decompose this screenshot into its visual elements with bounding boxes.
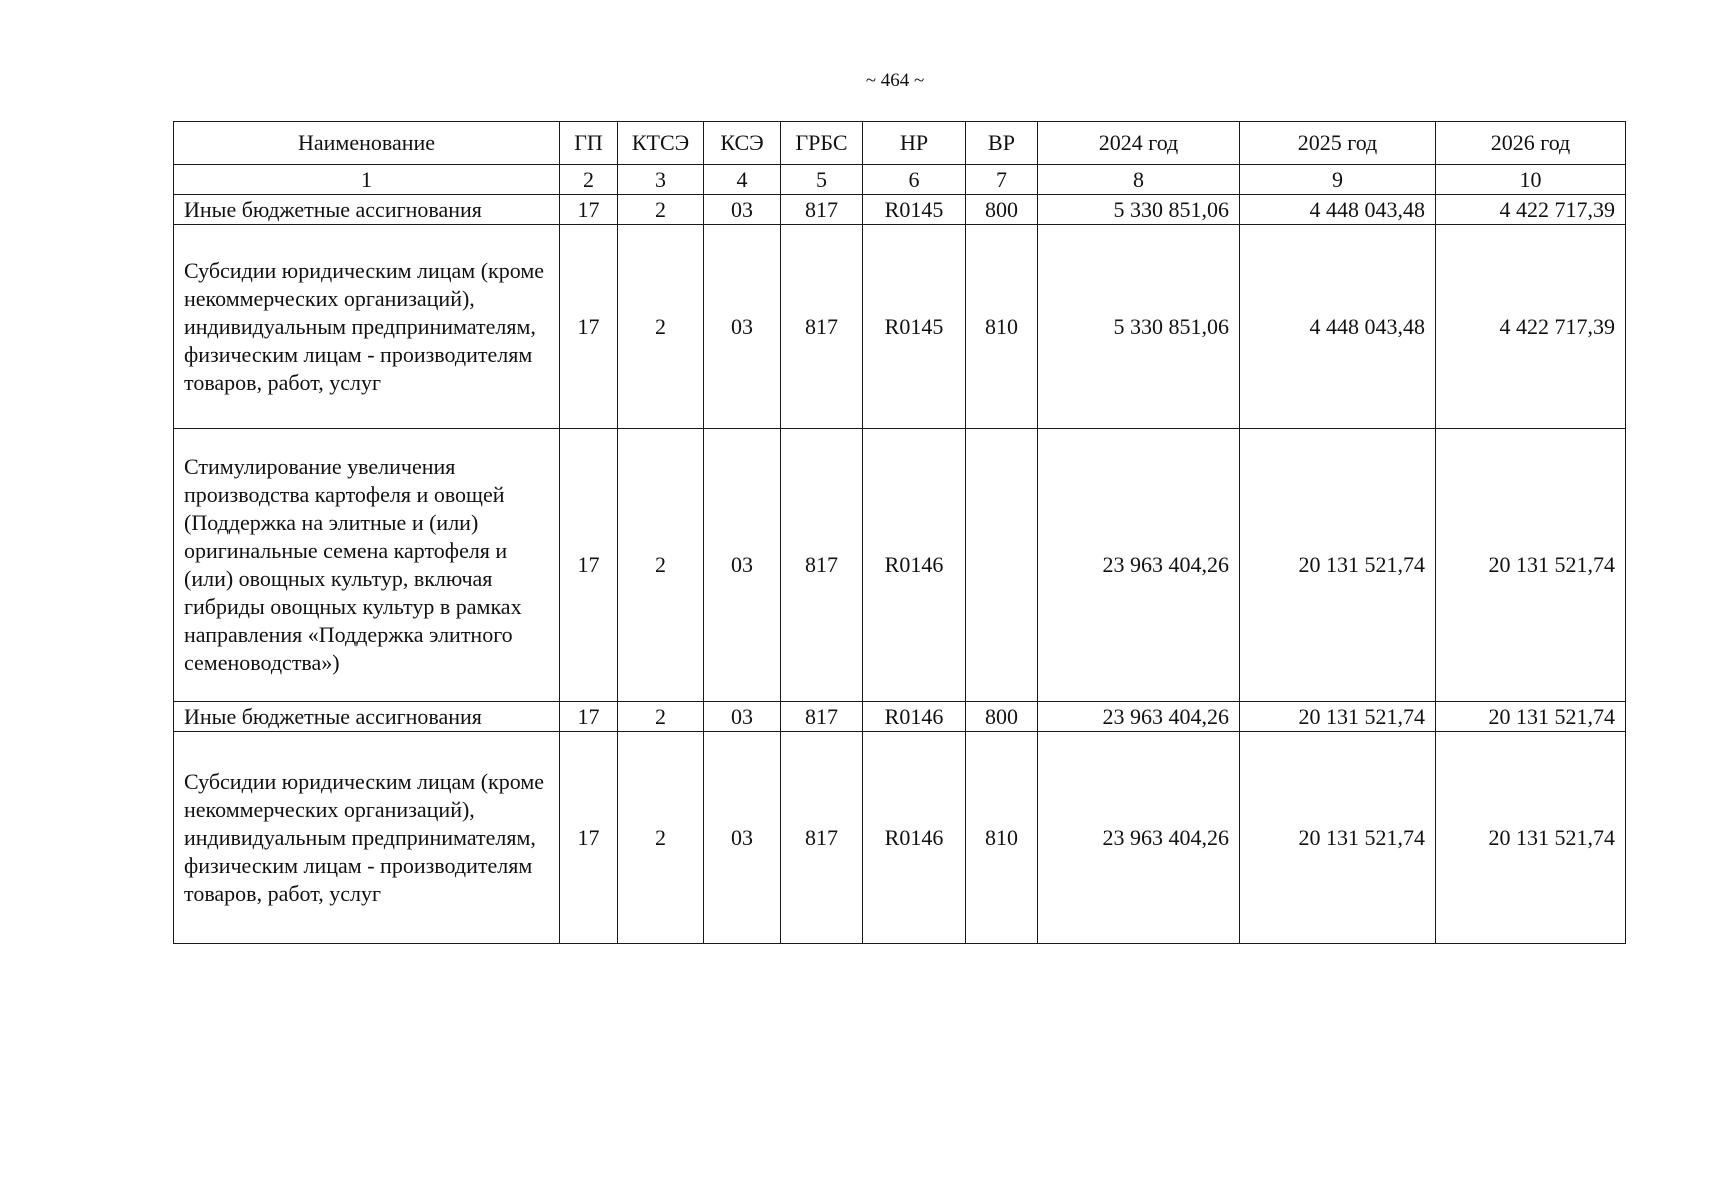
cell-2025: 20 131 521,74	[1240, 429, 1436, 702]
cell-2024: 23 963 404,26	[1038, 429, 1240, 702]
cell-vr	[966, 429, 1038, 702]
cell-vr: 800	[966, 702, 1038, 732]
cell-nr: R0146	[863, 429, 966, 702]
row-name: Субсидии юридическим лицам (кроме некоммерческих организаций), индивидуальным предпринимателям, физическим лицам - производителям товаров, работ, услуг	[174, 732, 560, 944]
col-header-gp: ГП	[560, 122, 618, 165]
index-cell: 1	[174, 165, 560, 195]
cell-2025: 20 131 521,74	[1240, 732, 1436, 944]
cell-grbs: 817	[781, 732, 863, 944]
cell-gp: 17	[560, 702, 618, 732]
cell-nr: R0145	[863, 195, 966, 225]
table-row	[174, 429, 1626, 702]
cell-2025: 4 448 043,48	[1240, 195, 1436, 225]
cell-ktse: 2	[618, 732, 704, 944]
cell-2024: 5 330 851,06	[1038, 195, 1240, 225]
index-cell: 10	[1436, 165, 1626, 195]
row-name: Стимулирование увеличения производства картофеля и овощей (Поддержка на элитные и (или) оригинальные семена картофеля и (или) овощных культур, включая гибриды овощных культур в рамках направления «Поддержка элитного семеноводства»)	[174, 429, 560, 702]
cell-kse: 03	[704, 195, 781, 225]
col-header-kse: КСЭ	[704, 122, 781, 165]
cell-vr: 810	[966, 225, 1038, 429]
cell-2026: 20 131 521,74	[1436, 732, 1626, 944]
cell-2026: 20 131 521,74	[1436, 429, 1626, 702]
cell-nr: R0146	[863, 702, 966, 732]
index-cell: 6	[863, 165, 966, 195]
page-number: ~ 464 ~	[865, 70, 925, 91]
cell-2025: 20 131 521,74	[1240, 702, 1436, 732]
table-row	[174, 702, 1626, 732]
col-header-grbs: ГРБС	[781, 122, 863, 165]
col-header-2024: 2024 год	[1038, 122, 1240, 165]
cell-kse: 03	[704, 429, 781, 702]
cell-kse: 03	[704, 702, 781, 732]
budget-table	[173, 121, 1626, 944]
index-cell: 7	[966, 165, 1038, 195]
index-cell: 9	[1240, 165, 1436, 195]
column-index-row	[174, 165, 1626, 195]
cell-vr: 800	[966, 195, 1038, 225]
cell-2025: 4 448 043,48	[1240, 225, 1436, 429]
cell-kse: 03	[704, 732, 781, 944]
cell-vr: 810	[966, 732, 1038, 944]
index-cell: 4	[704, 165, 781, 195]
index-cell: 3	[618, 165, 704, 195]
cell-nr: R0145	[863, 225, 966, 429]
cell-grbs: 817	[781, 195, 863, 225]
cell-2026: 4 422 717,39	[1436, 195, 1626, 225]
cell-2024: 5 330 851,06	[1038, 225, 1240, 429]
cell-gp: 17	[560, 225, 618, 429]
table-row	[174, 732, 1626, 944]
row-name: Иные бюджетные ассигнования	[174, 195, 560, 225]
index-cell: 8	[1038, 165, 1240, 195]
index-cell: 2	[560, 165, 618, 195]
cell-grbs: 817	[781, 429, 863, 702]
index-cell: 5	[781, 165, 863, 195]
col-header-nr: НР	[863, 122, 966, 165]
cell-nr: R0146	[863, 732, 966, 944]
cell-2026: 4 422 717,39	[1436, 225, 1626, 429]
table-row	[174, 195, 1626, 225]
row-name: Иные бюджетные ассигнования	[174, 702, 560, 732]
col-header-2025: 2025 год	[1240, 122, 1436, 165]
cell-gp: 17	[560, 429, 618, 702]
cell-gp: 17	[560, 732, 618, 944]
table-row	[174, 225, 1626, 429]
cell-2026: 20 131 521,74	[1436, 702, 1626, 732]
cell-grbs: 817	[781, 702, 863, 732]
cell-grbs: 817	[781, 225, 863, 429]
col-header-2026: 2026 год	[1436, 122, 1626, 165]
col-header-vr: ВР	[966, 122, 1038, 165]
cell-kse: 03	[704, 225, 781, 429]
cell-2024: 23 963 404,26	[1038, 702, 1240, 732]
cell-ktse: 2	[618, 225, 704, 429]
cell-ktse: 2	[618, 429, 704, 702]
cell-ktse: 2	[618, 702, 704, 732]
row-name: Субсидии юридическим лицам (кроме некоммерческих организаций), индивидуальным предпринимателям, физическим лицам - производителям товаров, работ, услуг	[174, 225, 560, 429]
cell-2024: 23 963 404,26	[1038, 732, 1240, 944]
col-header-ktse: КТСЭ	[618, 122, 704, 165]
col-header-name: Наименование	[174, 122, 560, 165]
cell-gp: 17	[560, 195, 618, 225]
cell-ktse: 2	[618, 195, 704, 225]
header-row	[174, 122, 1626, 165]
